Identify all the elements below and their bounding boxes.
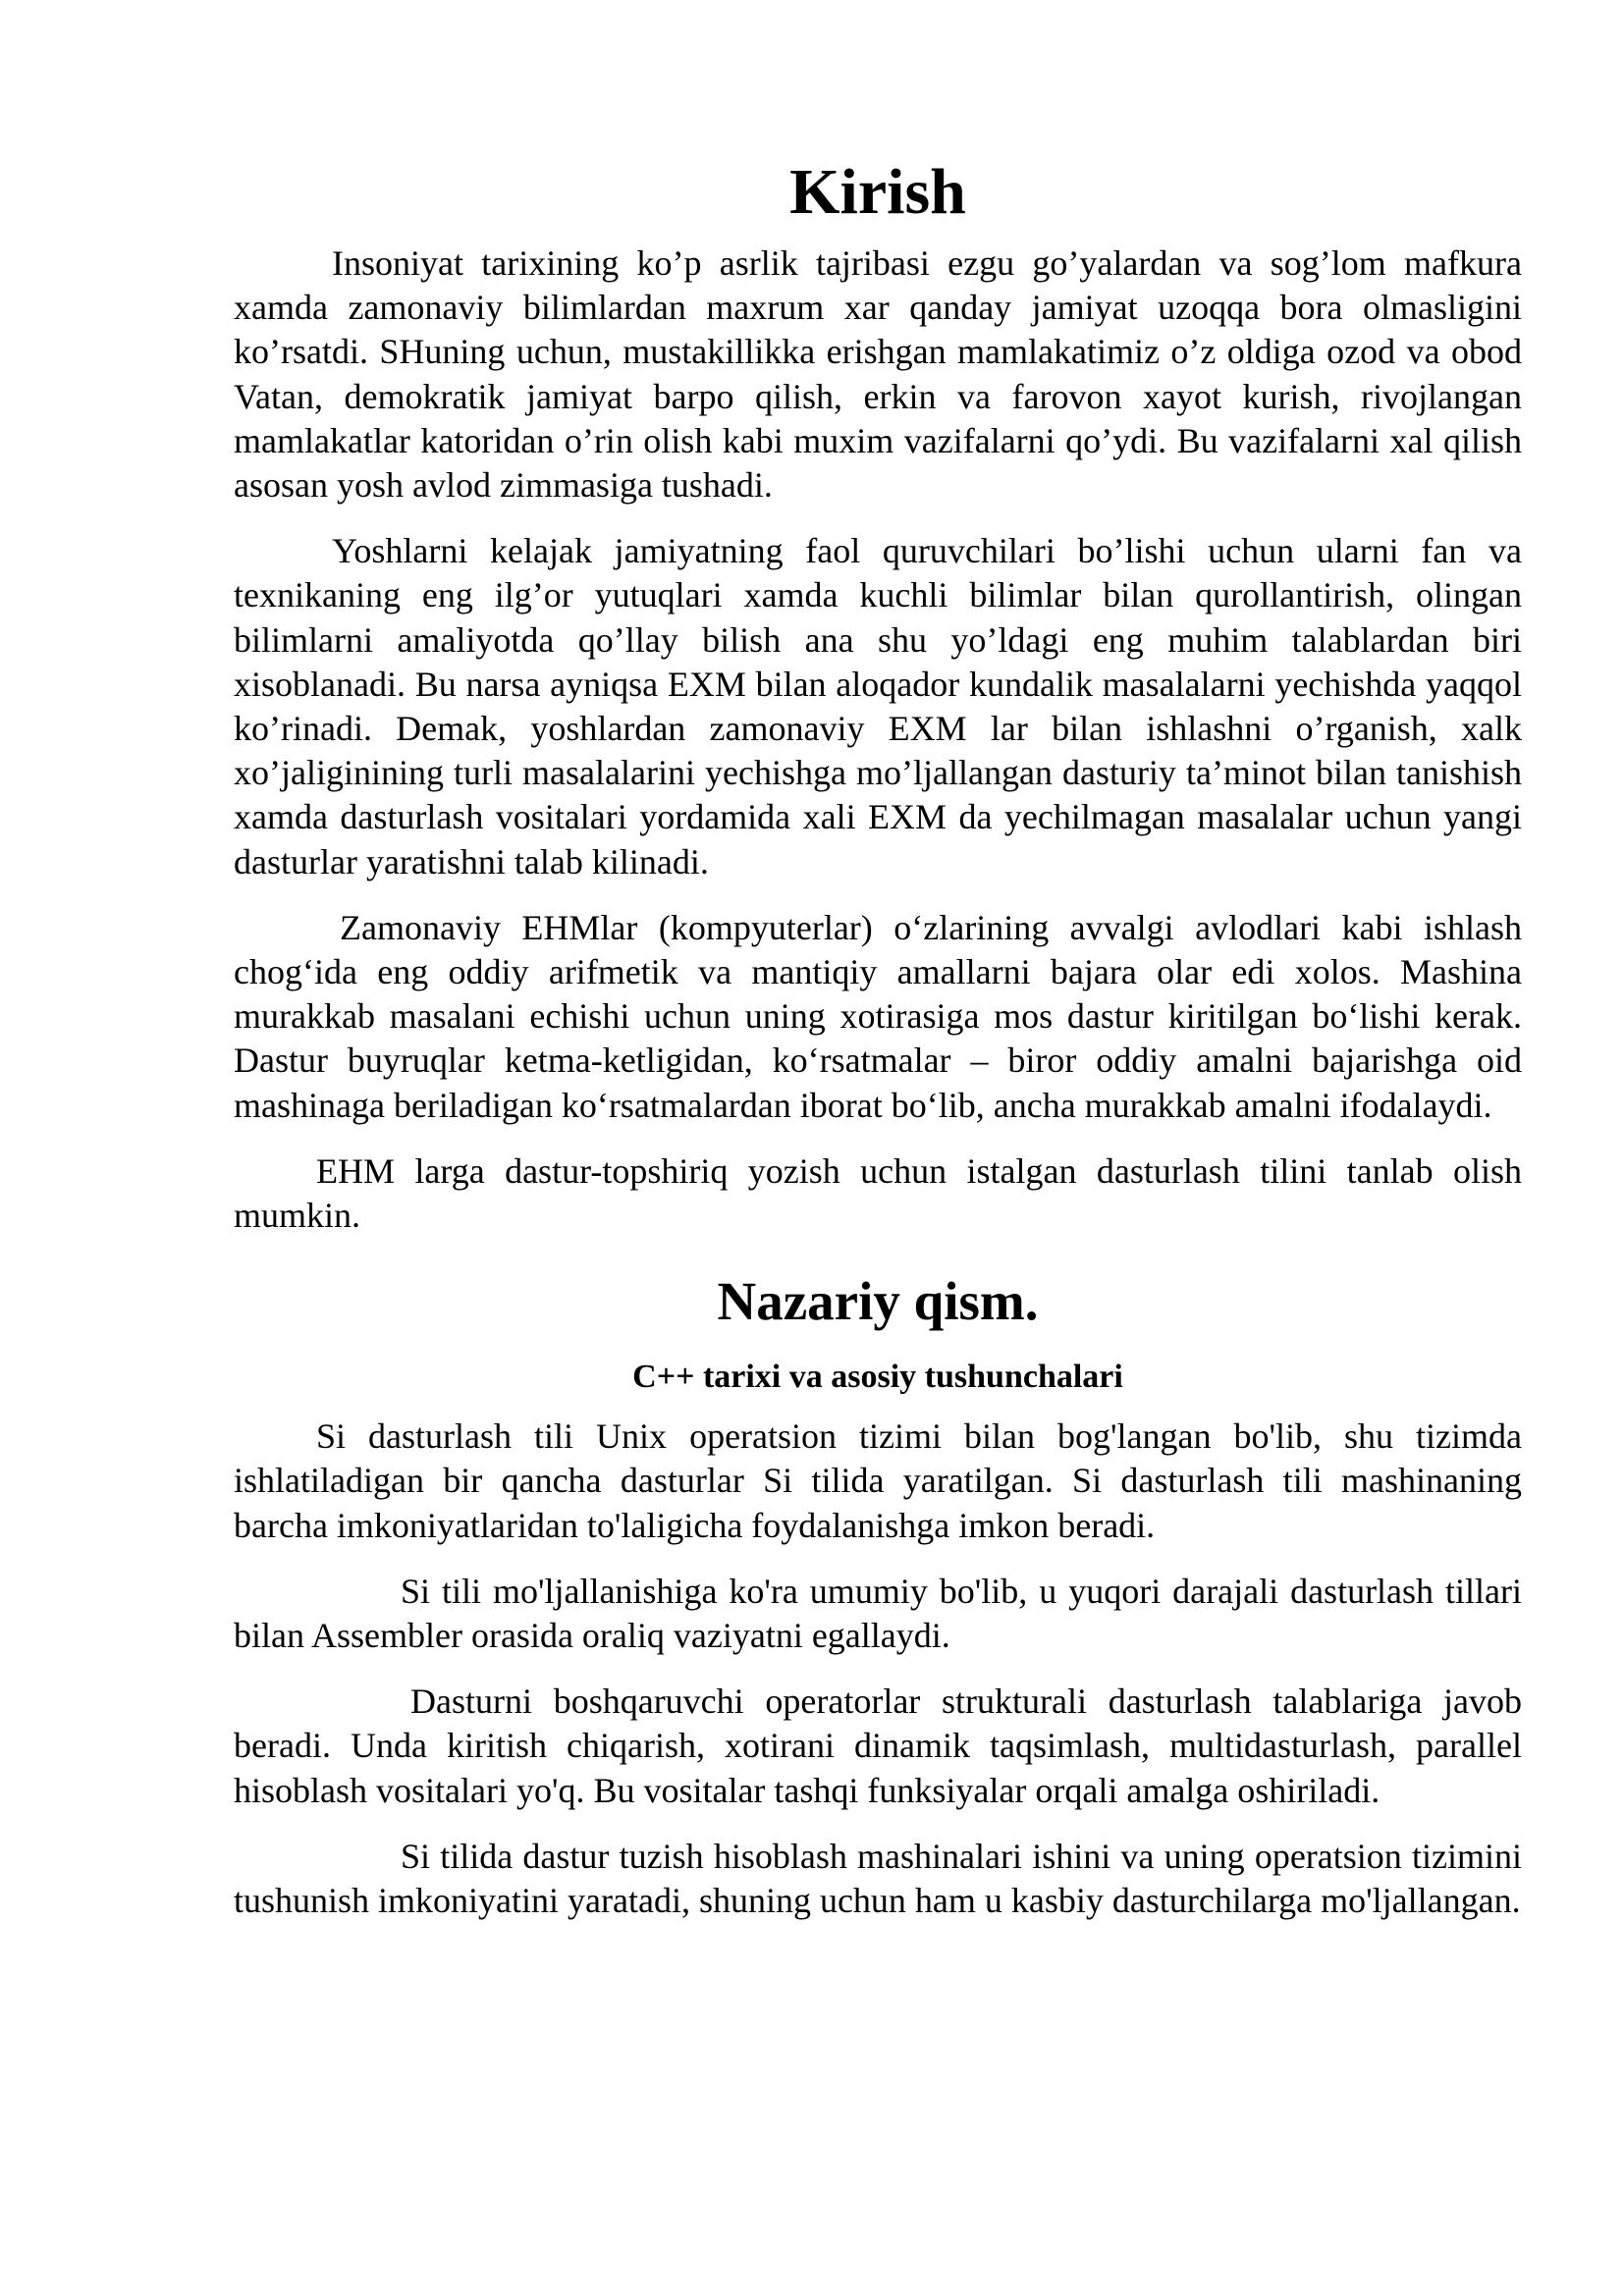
section-paragraph-2: Si tili mo'ljallanishiga ko'ra umumiy bo'lib, u yuqori darajali dasturlash tillari bilan Assembler orasida oraliq vaziyatni egallaydi.: [234, 1571, 1522, 1656]
document-content: [234, 157, 1522, 1923]
section-paragraph-1: Si dasturlash tili Unix operatsion tizimi bilan bog'langan bo'lib, shu tizimda ishlatiladigan bir qancha dasturlar Si tilida yaratilgan. Si dasturlash tili mashinaning barcha imkoniyatlaridan to'laligicha foydalanishga imkon beradi.: [234, 1416, 1522, 1545]
intro-paragraph-3: Zamonaviy EHMlar (kompyuterlar) o‘zlarining avvalgi avlodlari kabi ishlash chog‘ida eng oddiy arifmetik va mantiqiy amallarni bajara olar edi xolos. Mashina murakkab masalani echishi uchun uning xotirasiga mos dastur kiritilgan bo‘lishi kerak. Dastur buyruqlar ketma-ketligidan, ko‘rsatmalar – biror oddiy amalni bajarishga oid mashinaga beriladigan ko‘rsatmalardan iborat bo‘lib, ancha murakkab amalni ifodalaydi.: [234, 907, 1522, 1125]
section-paragraph-4: Si tilida dastur tuzish hisoblash mashinalari ishini va uning operatsion tizimini tushunish imkoniyatini yaratadi, shuning uchun ham u kasbiy dasturchilarga mo'ljallangan.: [234, 1836, 1522, 1921]
subsection-title: C++ tarixi va asosiy tushunchalari: [632, 1359, 1123, 1396]
section-paragraph-3: Dasturni boshqaruvchi operatorlar strukturali dasturlash talablariga javob beradi. Unda kiritish chiqarish, xotirani dinamik taqsimlash, multidasturlash, parallel hisoblash vositalari yo'q. Bu vositalar tashqi funksiyalar orqali amalga oshiriladi.: [234, 1682, 1522, 1810]
section-title: Nazariy qism.: [717, 1271, 1039, 1332]
page-title: Kirish: [789, 156, 966, 228]
intro-paragraph-1: Insoniyat tarixining ko’p asrlik tajribasi ezgu go’yalardan va sog’lom mafkura xamda zamonaviy bilimlardan maxrum xar qanday jamiyat uzoqqa bora olmasligini ko’rsatdi. SHuning uchun, mustakillikka erishgan mamlakatimiz o’z oldiga ozod va obod Vatan, demokratik jamiyat barpo qilish, erkin va farovon xayot kurish, rivojlangan mamlakatlar katoridan o’rin olish kabi muxim vazifalarni qo’ydi. Bu vazifalarni xal qilish asosan yosh avlod zimmasiga tushadi.: [234, 243, 1522, 506]
intro-paragraph-4: EHM larga dastur-topshiriq yozish uchun istalgan dasturlash tilini tanlab olish mumkin.: [234, 1150, 1522, 1236]
intro-paragraph-2: Yoshlarni kelajak jamiyatning faol quruvchilari bo’lishi uchun ularni fan va texnikaning eng ilg’or yutuqlari xamda kuchli bilimlar bilan qurollantirish, olingan bilimlarni amaliyotda qo’llay bilish ana shu yo’ldagi eng muhim talablardan biri xisoblanadi. Bu narsa ayniqsa EXM bilan aloqador kundalik masalalarni yechishda yaqqol ko’rinadi. Demak, yoshlardan zamonaviy EXM lar bilan ishlashni o’rganish, xalk xo’jaliginining turli masalalarini yechishga mo’ljallangan dasturiy ta’minot bilan tanishish xamda dasturlash vositalari yordamida xali EXM da yechilmagan masalalar uchun yangi dasturlar yaratishni talab kilinadi.: [234, 531, 1522, 881]
